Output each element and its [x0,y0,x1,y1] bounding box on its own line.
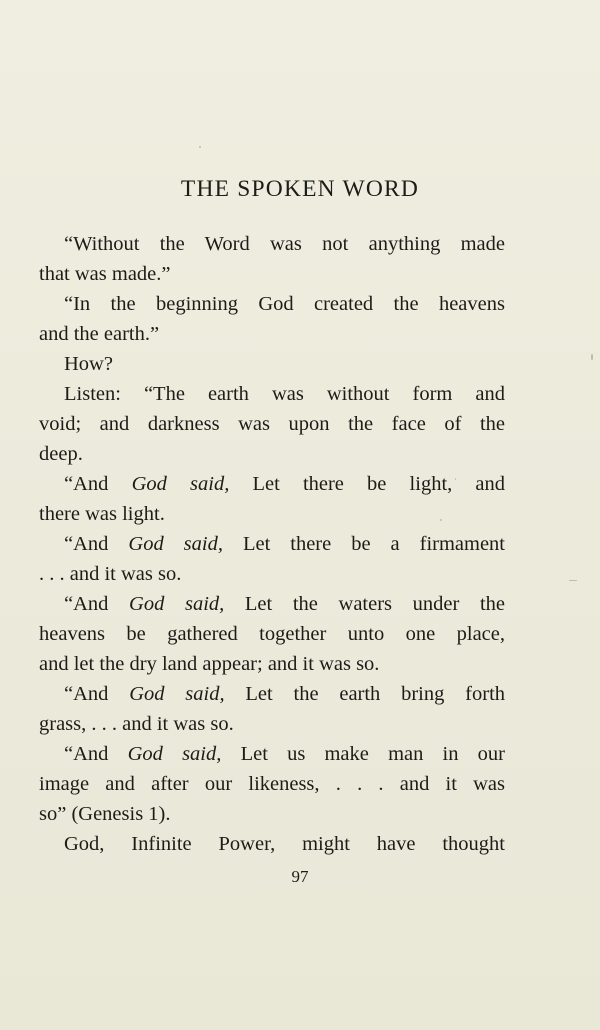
text-line: heavens be gathered together unto one place, [39,623,505,645]
italic-phrase: God said, [127,743,222,765]
paper-speck [591,354,593,360]
text-line: grass, . . . and it was so. [39,713,234,735]
page-number: 97 [291,867,309,886]
text-line: so” (Genesis 1). [39,803,171,825]
text-line: “And God said, Let us make man in our [64,743,505,765]
text-line: deep. [39,443,83,465]
body-text [39,229,505,859]
italic-phrase: God said, [131,473,230,495]
text-line: that was made.” [39,263,171,285]
paper-speck [440,519,442,521]
text-line: “In the beginning God created the heavens [64,293,505,315]
italic-phrase: God said, [129,593,225,615]
text-line: “And God said, Let the earth bring forth [64,683,505,705]
italic-phrase: God said, [128,533,223,555]
text-line: there was light. [39,503,165,525]
text-line: . . . and it was so. [39,563,182,585]
text-line: How? [64,353,113,375]
text-line: “And God said, Let the waters under the [64,593,505,615]
text-line: “Without the Word was not anything made [64,233,505,255]
text-line: “And God said, Let there be light, and [64,473,505,495]
italic-phrase: God said, [129,683,225,705]
text-line: Listen: “The earth was without form and [64,383,505,405]
text-line: image and after our likeness, . . . and it was [39,773,505,795]
text-line: God, Infinite Power, might have thought [64,833,505,855]
paper-speck [569,580,577,581]
text-line: and the earth.” [39,323,160,345]
paper-speck [199,146,201,148]
running-head-title: THE SPOKEN WORD [180,176,420,202]
text-line: “And God said, Let there be a firmament [64,533,505,555]
paper-speck [455,478,456,480]
text-line: and let the dry land appear; and it was so. [39,653,380,675]
text-line: void; and darkness was upon the face of the [39,413,505,435]
